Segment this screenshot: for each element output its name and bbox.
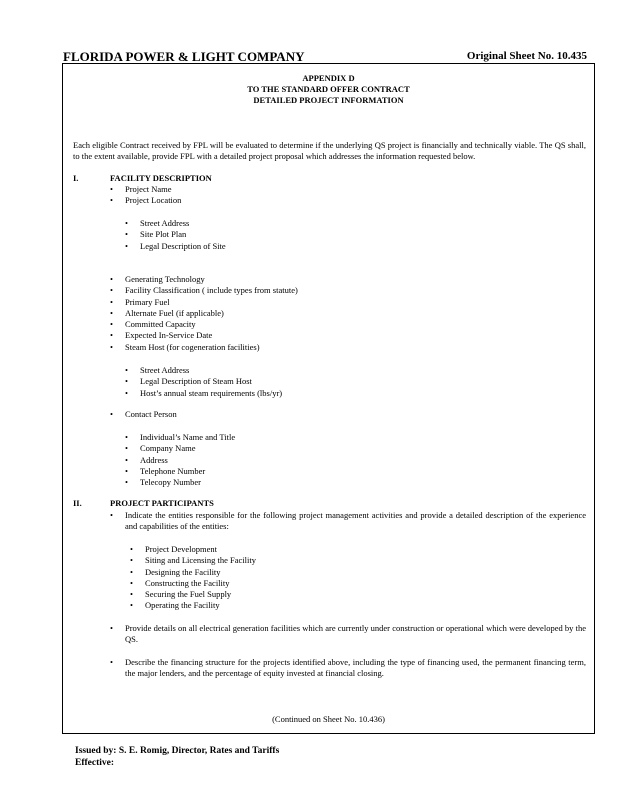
list-item: • Contact Person — [110, 409, 177, 420]
steam-host-sublist — [125, 365, 282, 399]
facility-list-c — [110, 409, 177, 420]
content-frame — [62, 63, 595, 734]
list-item: • Expected In-Service Date — [110, 330, 298, 341]
location-sublist — [125, 218, 226, 252]
bullet-icon: • — [110, 510, 113, 520]
list-item: • Street Address — [125, 218, 226, 229]
appendix-heading-3: DETAILED PROJECT INFORMATION — [253, 95, 404, 105]
list-item: • Constructing the Facility — [130, 578, 256, 589]
contact-sublist — [125, 432, 235, 488]
section-2-number: II. — [73, 498, 82, 508]
bullet-icon: • — [110, 623, 113, 633]
effective-date-label: Effective: — [75, 758, 115, 768]
list-item: • Generating Technology — [110, 274, 298, 285]
participants-paragraph: • Indicate the entities responsible for the following project management activities and provide a detailed description of the experience and capabilities of the entities: — [110, 510, 586, 531]
list-item: • Address — [125, 455, 235, 466]
intro-paragraph: Each eligible Contract received by FPL will be evaluated to determine if the underlying QS project is financially and technically viable. The QS shall, to the extent available, provide FPL with a detailed project proposal which addresses the information requested below. — [73, 140, 586, 161]
company-name: FLORIDA POWER & LIGHT COMPANY — [63, 49, 305, 64]
list-item: • Host’s annual steam requirements (lbs/yr) — [125, 388, 282, 399]
list-item: • Alternate Fuel (if applicable) — [110, 308, 298, 319]
activities-sublist — [130, 544, 256, 612]
list-item: • Project Location — [110, 195, 181, 206]
appendix-subtitle: TO THE STANDARD OFFER CONTRACT — [247, 84, 410, 94]
section-2-heading — [73, 498, 214, 508]
list-item: • Steam Host (for cogeneration facilities) — [110, 342, 298, 353]
bullet-icon: • — [110, 657, 113, 667]
appendix-heading — [63, 73, 594, 106]
list-item: • Site Plot Plan — [125, 229, 226, 240]
list-item: • Designing the Facility — [130, 567, 256, 578]
section-1-heading — [73, 173, 212, 183]
continued-note: (Continued on Sheet No. 10.436) — [272, 714, 385, 724]
list-item: • Primary Fuel — [110, 297, 298, 308]
list-item: • Street Address — [125, 365, 282, 376]
list-item: • Project Development — [130, 544, 256, 555]
list-item: • Company Name — [125, 443, 235, 454]
footer — [75, 745, 279, 769]
list-item: • Securing the Fuel Supply — [130, 589, 256, 600]
list-item: • Legal Description of Site — [125, 241, 226, 252]
appendix-title: APPENDIX D — [302, 73, 355, 83]
section-2-title: PROJECT PARTICIPANTS — [110, 498, 214, 508]
list-item: • Siting and Licensing the Facility — [130, 555, 256, 566]
list-item: • Facility Classification ( include types from statute) — [110, 285, 298, 296]
list-item: • Legal Description of Steam Host — [125, 376, 282, 387]
list-item: • Telecopy Number — [125, 477, 235, 488]
list-item: • Telephone Number — [125, 466, 235, 477]
issued-by: Issued by: S. E. Romig, Director, Rates and Tariffs — [75, 746, 280, 756]
facilities-paragraph: • Provide details on all electrical generation facilities which are currently under construction or operational which were developed by the QS. — [110, 623, 586, 644]
facility-list-b — [110, 274, 298, 353]
sheet-number: Original Sheet No. 10.435 — [466, 50, 587, 62]
financing-paragraph: • Describe the financing structure for the projects identified above, including the type of financing used, the permanent financing term, the major lenders, and the percentage of equity invested at financial closing. — [110, 657, 586, 678]
list-item: • Operating the Facility — [130, 600, 256, 611]
facility-list-a — [110, 184, 181, 207]
section-1-number: I. — [73, 173, 79, 183]
list-item: • Committed Capacity — [110, 319, 298, 330]
list-item: • Project Name — [110, 184, 181, 195]
section-1-title: FACILITY DESCRIPTION — [110, 173, 212, 183]
list-item: • Individual’s Name and Title — [125, 432, 235, 443]
